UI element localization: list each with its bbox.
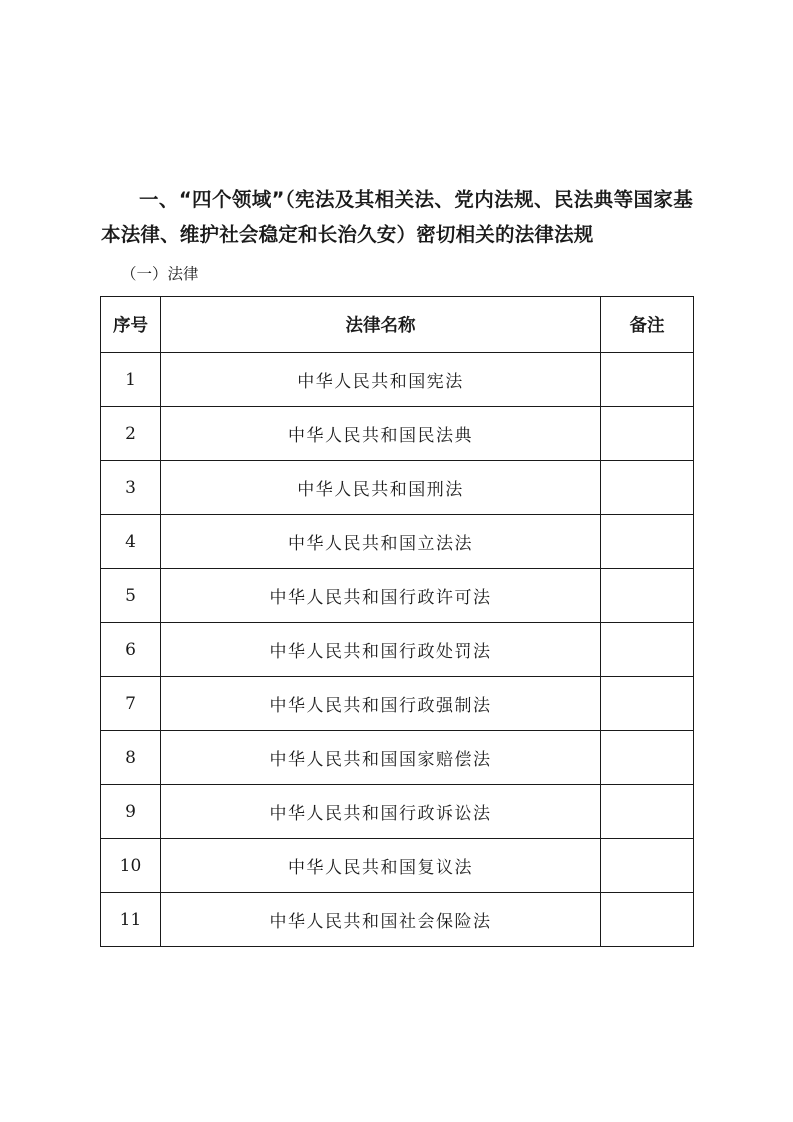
row-number: 10 <box>101 839 161 893</box>
row-remarks <box>601 623 694 677</box>
row-remarks <box>601 785 694 839</box>
header-number: 序号 <box>101 297 161 353</box>
row-remarks <box>601 461 694 515</box>
row-remarks <box>601 353 694 407</box>
row-number: 4 <box>101 515 161 569</box>
row-law-name: 中华人民共和国行政许可法 <box>161 569 601 623</box>
laws-table <box>100 296 694 947</box>
table-row <box>101 353 694 407</box>
row-remarks <box>601 893 694 947</box>
table-header-row <box>101 297 694 353</box>
section-heading: 一、“四个领域”（宪法及其相关法、党内法规、民法典等国家基本法律、维护社会稳定和长治久安）密切相关的法律法规 <box>101 188 693 246</box>
section-subheading: （一）法律 <box>121 265 199 283</box>
row-number: 11 <box>101 893 161 947</box>
table-row <box>101 515 694 569</box>
table-header <box>101 297 694 353</box>
table-row <box>101 731 694 785</box>
table-row <box>101 893 694 947</box>
row-law-name: 中华人民共和国立法法 <box>161 515 601 569</box>
row-remarks <box>601 515 694 569</box>
row-law-name: 中华人民共和国宪法 <box>161 353 601 407</box>
row-remarks <box>601 569 694 623</box>
row-law-name: 中华人民共和国刑法 <box>161 461 601 515</box>
row-remarks <box>601 407 694 461</box>
row-law-name: 中华人民共和国国家赔偿法 <box>161 731 601 785</box>
row-number: 7 <box>101 677 161 731</box>
row-law-name: 中华人民共和国行政诉讼法 <box>161 785 601 839</box>
row-remarks <box>601 677 694 731</box>
row-number: 8 <box>101 731 161 785</box>
row-remarks <box>601 839 694 893</box>
header-name: 法律名称 <box>161 297 601 353</box>
row-number: 2 <box>101 407 161 461</box>
header-remarks: 备注 <box>601 297 694 353</box>
row-law-name: 中华人民共和国行政强制法 <box>161 677 601 731</box>
row-law-name: 中华人民共和国社会保险法 <box>161 893 601 947</box>
row-number: 1 <box>101 353 161 407</box>
row-law-name: 中华人民共和国复议法 <box>161 839 601 893</box>
table-row <box>101 677 694 731</box>
table-row <box>101 461 694 515</box>
table-row <box>101 569 694 623</box>
row-number: 5 <box>101 569 161 623</box>
row-number: 3 <box>101 461 161 515</box>
row-number: 9 <box>101 785 161 839</box>
table-row <box>101 623 694 677</box>
row-remarks <box>601 731 694 785</box>
table-row <box>101 839 694 893</box>
table-row <box>101 407 694 461</box>
table-row <box>101 785 694 839</box>
table-body <box>101 353 694 947</box>
row-law-name: 中华人民共和国行政处罚法 <box>161 623 601 677</box>
row-law-name: 中华人民共和国民法典 <box>161 407 601 461</box>
row-number: 6 <box>101 623 161 677</box>
